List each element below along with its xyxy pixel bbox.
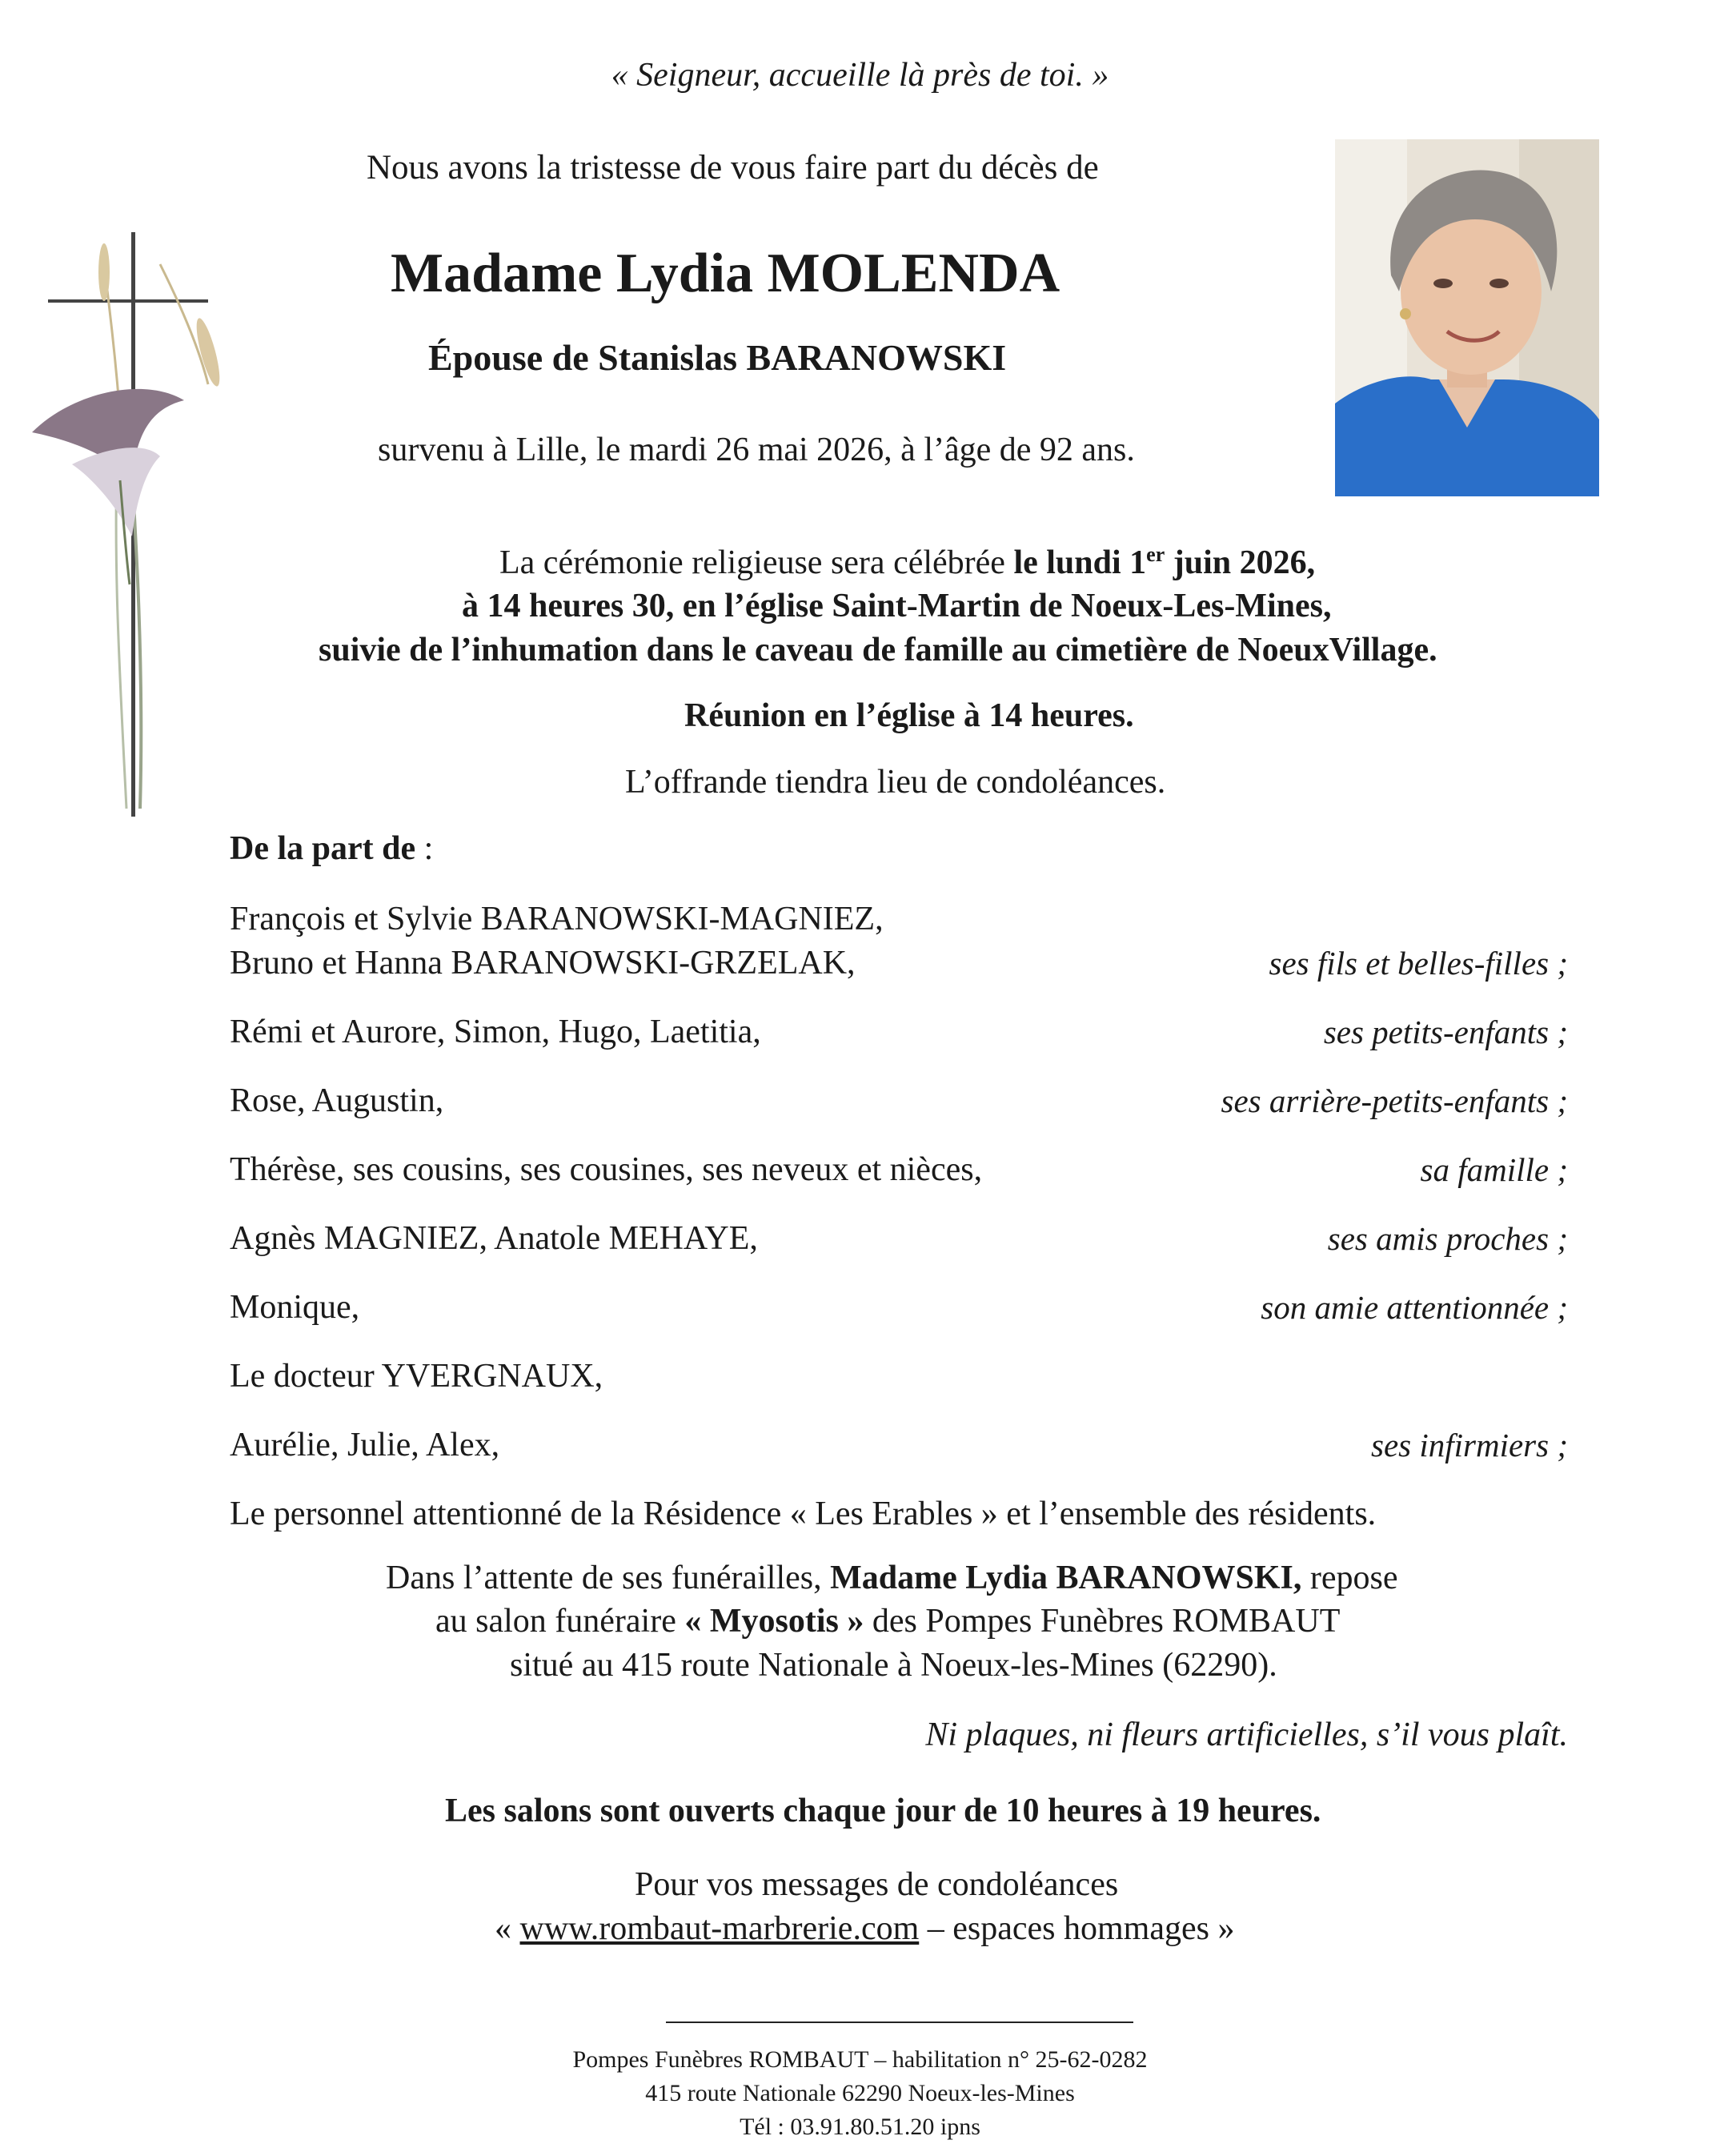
family-relation: ses amis proches ; (1327, 1220, 1568, 1257)
messages-line-1: Pour vos messages de condoléances (635, 1866, 1119, 1903)
family-name-line: Thérèse, ses cousins, ses cousines, ses neveux et nièces, (230, 1151, 983, 1188)
rest-l2-b: « Myosotis » (684, 1603, 864, 1640)
from-colon: : (415, 830, 434, 867)
ceremony-line-3: suivie de l’inhumation dans le caveau de famille au cimetière de NoeuxVillage. (319, 632, 1437, 668)
cross-lily-illustration (24, 216, 232, 825)
condolences-link[interactable]: www.rombaut-marbrerie.com (519, 1910, 920, 1947)
death-details: survenu à Lille, le mardi 26 mai 2026, à l’âge de 92 ans. (378, 432, 1135, 468)
family-name-line: Agnès MAGNIEZ, Anatole MEHAYE, (230, 1220, 758, 1257)
ceremony-prefix: La cérémonie religieuse sera célébrée (499, 544, 1014, 581)
family-name-line: Le docteur YVERGNAUX, (230, 1358, 603, 1395)
ceremony-line-1 (499, 543, 1315, 582)
portrait-photo (1335, 139, 1599, 496)
messages-pre: « (495, 1910, 520, 1947)
rest-l1-b: Madame Lydia BARANOWSKI, (830, 1560, 1302, 1596)
ceremony-date-end: juin 2026, (1165, 544, 1316, 581)
ceremony-line-2: à 14 heures 30, en l’église Saint-Martin de Noeux-Les-Mines, (462, 588, 1332, 624)
family-name-line: Monique, (230, 1289, 360, 1326)
family-name-line: Rémi et Aurore, Simon, Hugo, Laetitia, (230, 1014, 761, 1050)
family-relation: ses fils et belles-filles ; (1269, 945, 1568, 982)
messages-line-2 (495, 1909, 1234, 1948)
family-name-line: Le personnel attentionné de la Résidence « Les Erables » et l’ensemble des résidents. (230, 1496, 1377, 1532)
family-name-line: François et Sylvie BARANOWSKI-MAGNIEZ, (230, 901, 884, 937)
family-name-line: Bruno et Hanna BARANOWSKI-GRZELAK, (230, 945, 856, 982)
family-relation: sa famille ; (1420, 1151, 1568, 1188)
ceremony-date-sup: er (1146, 543, 1165, 566)
footer-line-2: 415 route Nationale 62290 Noeux-les-Mines (645, 2080, 1075, 2106)
footer-line-3: Tél : 03.91.80.51.20 ipns (740, 2114, 980, 2140)
family-relation: ses infirmiers ; (1371, 1427, 1568, 1463)
opening-hours: Les salons sont ouverts chaque jour de 10 heures à 19 heures. (445, 1793, 1321, 1829)
family-relation: ses petits-enfants ; (1323, 1014, 1568, 1050)
rest-line-2 (435, 1602, 1340, 1640)
rest-l1-a: Dans l’attente de ses funérailles, (386, 1560, 831, 1596)
family-relation: son amie attentionnée ; (1261, 1289, 1568, 1326)
no-flowers: Ni plaques, ni fleurs artificielles, s’il vous plaît. (925, 1716, 1568, 1753)
rest-l1-c: repose (1301, 1560, 1398, 1596)
footer-line-1: Pompes Funèbres ROMBAUT – habilitation n° 25-62-0282 (572, 2046, 1148, 2073)
spouse-line: Épouse de Stanislas BARANOWSKI (428, 337, 1007, 378)
from-heading (230, 829, 433, 868)
messages-post: – espaces hommages » (919, 1910, 1235, 1947)
family-name-line: Rose, Augustin, (230, 1082, 444, 1119)
rest-l2-c: des Pompes Funèbres ROMBAUT (864, 1603, 1341, 1640)
reunion-line: Réunion en l’église à 14 heures. (684, 697, 1134, 734)
rest-line-3: situé au 415 route Nationale à Noeux-les-Mines (62290). (510, 1647, 1277, 1684)
footer-divider (666, 2022, 1133, 2023)
family-relation: ses arrière-petits-enfants ; (1221, 1082, 1568, 1119)
family-name-line: Aurélie, Julie, Alex, (230, 1427, 500, 1463)
from-label: De la part de (230, 830, 416, 867)
offrande-line: L’offrande tiendra lieu de condoléances. (625, 764, 1166, 801)
rest-l2-a: au salon funéraire (435, 1603, 685, 1640)
deceased-name: Madame Lydia MOLENDA (391, 243, 1060, 304)
ceremony-date: le lundi 1 (1013, 544, 1147, 581)
quote: « Seigneur, accueille là près de toi. » (611, 57, 1109, 94)
intro-line: Nous avons la tristesse de vous faire part du décès de (367, 149, 1099, 187)
rest-line-1 (386, 1559, 1398, 1597)
